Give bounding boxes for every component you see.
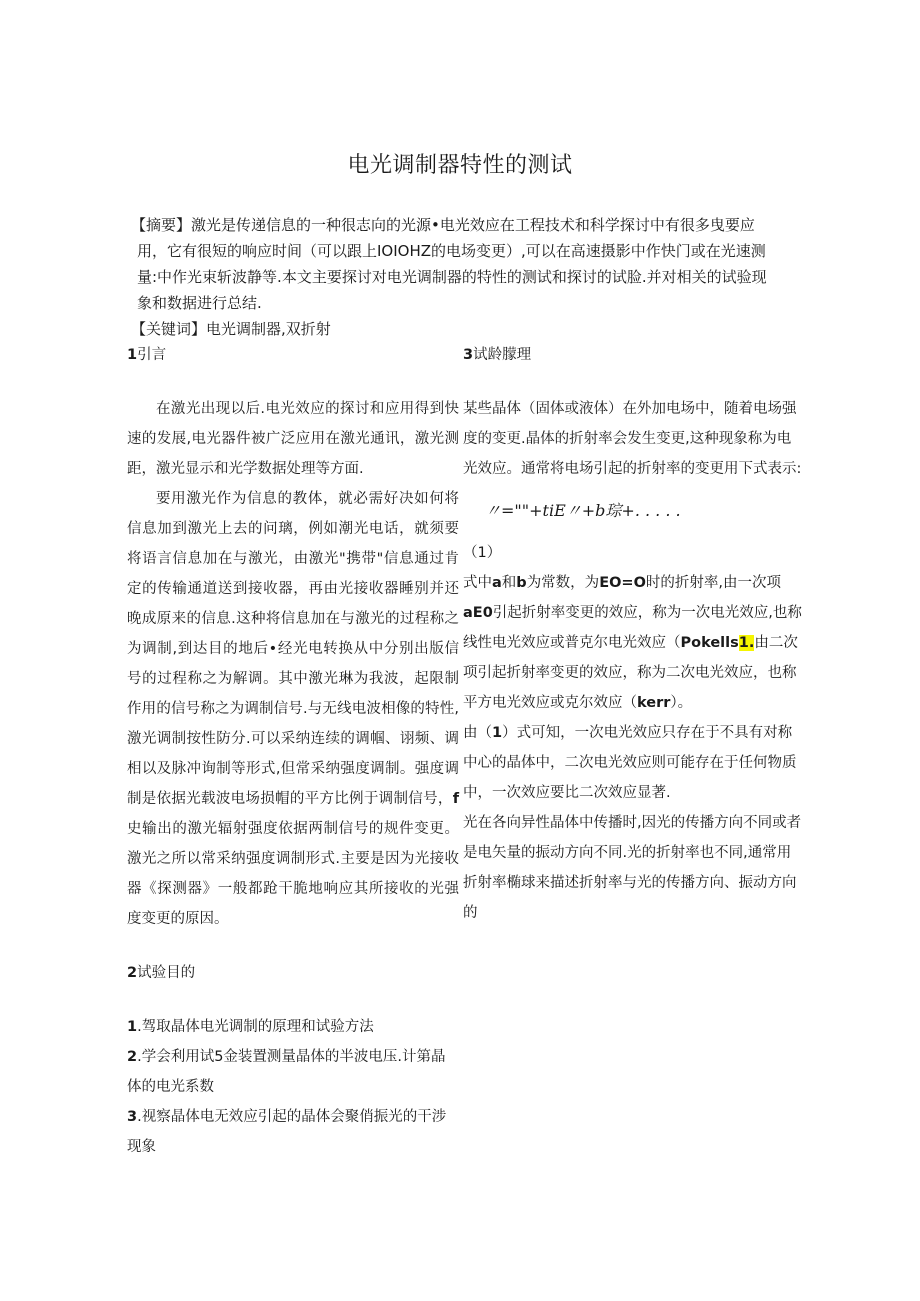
text-run: 式中 [463, 575, 492, 591]
abstract-line-1 [131, 212, 791, 238]
symbol-b: b [516, 575, 527, 591]
list-item-number: 3 [127, 1109, 138, 1125]
intro-paragraph-2-part-c: 史输出的激光辐射强度依据两制信号的规件变更。激光之所以常采纳强度调制形式.主要是因为光接收器《探测器》一般都跄干脆地响应其所接收的光强度变更的原因。 [127, 821, 459, 927]
text-run: 由（ [463, 725, 492, 741]
principle-paragraph-3 [463, 718, 803, 808]
equation-number: （1） [463, 545, 502, 561]
text-run: 为常数，为 [526, 575, 600, 591]
list-item-text: .视察晶体电无效应引起的晶体会聚俏振光的干涉现象 [127, 1109, 447, 1155]
abstract-line-3: 量:中作光束斩波静等.本文主要探讨对电光调制器的特性的测试和探讨的试脸.并对相关的试验现 [137, 268, 767, 286]
keywords-label: 【关键词】 [131, 320, 207, 338]
section-heading-intro [127, 340, 459, 370]
right-column [463, 340, 803, 928]
section-number: 2 [127, 965, 138, 981]
keywords-line [131, 316, 791, 342]
symbol-ae0: aE0 [463, 605, 493, 621]
text-run: ）式可知，一次电光效应只存在于不具有对称中心的晶体中，二次电光效应则可能存在于任何物质中，一次效应要比二次效应显著. [463, 725, 797, 801]
list-item [127, 1042, 459, 1102]
section-number: 3 [463, 347, 474, 363]
section-title: 试龄朦理 [473, 347, 532, 363]
left-column [127, 340, 459, 1162]
abstract-line-2: 用，它有很短的响应时间（可以跟上IOIOHZ的电场变更）,可以在高速摄影中作快门或在光速测 [137, 242, 766, 260]
principle-paragraph-1: 某些晶体（固体或液体）在外加电场中，随着电场强度的变更.晶体的折射率会发生变更,这种现象称为电光效应。通常将电场引起的折射率的变更用下式表示: [463, 401, 802, 477]
list-item [127, 1012, 459, 1042]
section-title: 试验目的 [137, 965, 196, 981]
abstract-label: 【摘要】 [131, 216, 192, 234]
text-run: 由二次项引起折射率变更的效应，称为二次电光效应，也称平方电光效应或克尔效应（ [463, 635, 798, 711]
symbol-a: a [492, 575, 502, 591]
intro-paragraph-2-bold: f [452, 791, 459, 807]
abstract-text-1: 激光是传递信息的一种很志向的光源•电光效应在工程技术和科学探讨中有很多曳要应 [191, 216, 755, 234]
list-item [127, 1102, 459, 1162]
symbol-e0: EO=O [599, 575, 646, 591]
highlighted-text: 1. [738, 635, 755, 651]
section-heading-principle [463, 340, 803, 370]
list-item-number: 1 [127, 1019, 138, 1035]
section-number: 1 [127, 347, 138, 363]
equation-ref: 1 [492, 725, 503, 741]
principle-paragraph-2 [463, 568, 803, 718]
list-item-text: .驾取晶体电光调制的原理和试验方法 [137, 1019, 374, 1035]
intro-paragraph-2 [127, 484, 459, 934]
section-title: 引言 [137, 347, 167, 363]
intro-paragraph-1: 在激光出现以后.电光效应的探讨和应用得到快速的发展,电光器件被广泛应用在激光通讯，激光测距，激光显示和光学数据处理等方面. [127, 401, 459, 477]
keywords-text: 电光调制器,双折射 [206, 320, 331, 338]
equation: 〃=""+tiE〃+b琮+. . . . . [485, 501, 681, 520]
principle-paragraph-4: 光在各向异性晶体中传播时,因光的传播方向不同或者是电矢量的振动方向不同.光的折射率也不同,通常用折射率椭球来描述折射率与光的传播方向、振动方向的 [463, 815, 802, 921]
term-kerr: kerr [637, 695, 671, 711]
text-run: 引起折射率变更的效应，称为一次电光效应,也称线性电光效应或普克尔电光效应（ [463, 605, 802, 651]
text-run: 和 [501, 575, 517, 591]
text-run: ）。 [670, 695, 693, 711]
abstract-block [131, 212, 791, 342]
list-item-text: .学会利用试5金装置测量晶体的半波电压.计第晶体的电光系数 [127, 1049, 446, 1095]
term-pokells: Pokells [680, 635, 739, 651]
text-run: 时的折射率,由一次项 [645, 575, 782, 591]
abstract-line-4: 象和数据进行总结. [137, 294, 262, 312]
document-title: 电光调制器特性的测试 [347, 153, 573, 178]
list-item-number: 2 [127, 1049, 138, 1065]
section-heading-purpose [127, 958, 459, 988]
intro-paragraph-2-part-a: 要用激光作为信息的教体，就必需好决如何将信息加到激光上去的问璃，例如潮光电话，就须要将语言信息加在与激光，由激光"携带"信息通过肯定的传输通道送到接收器，再由光接收器睡别并还晚成原来的信息.这种将信息加在与激光的过程称之为调制,到达目的地后•经光电转换从中分别出版信号的过程称之为解调。其中激光琳为我波，起限制作用的信号称之为调制信号.与无线电波相像的特性,激光调制按性防分.可以采纳连续的调帼、诩频、调相以及脉冲询制等形式,但常采纳强度调制。强度调制是依据光载波电场损帽的平方比例于调制信号， [127, 491, 459, 807]
